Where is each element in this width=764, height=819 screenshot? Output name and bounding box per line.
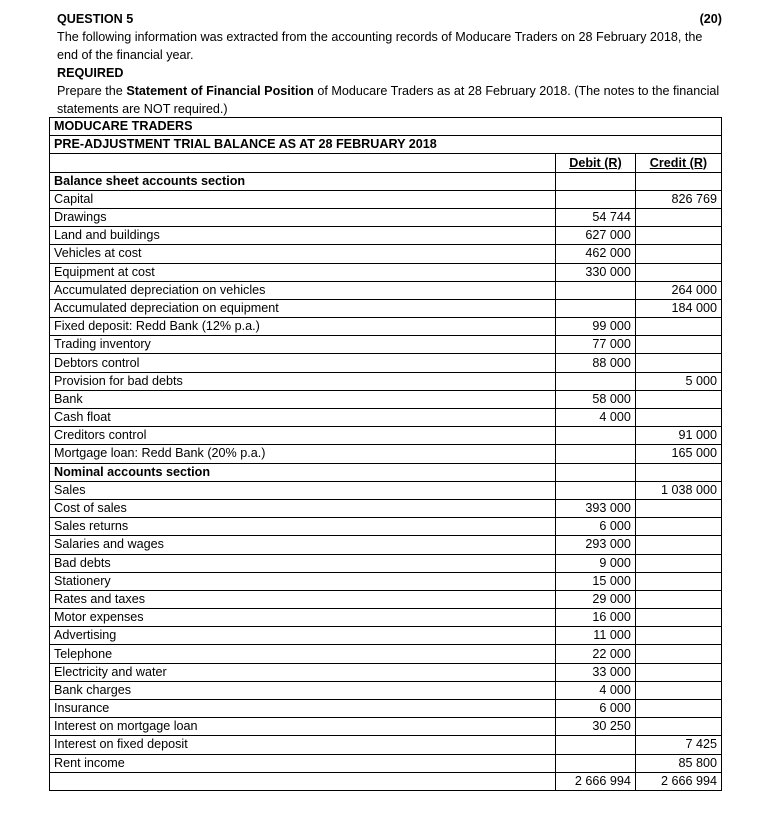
account-name-cell: Advertising: [50, 627, 556, 645]
account-name-cell: Bad debts: [50, 554, 556, 572]
debit-header-label: Debit (R): [569, 155, 622, 170]
instruction-prefix: Prepare the: [57, 84, 127, 98]
account-name-cell: Sales: [50, 481, 556, 499]
debit-cell: [556, 372, 636, 390]
company-name: MODUCARE TRADERS: [50, 118, 722, 136]
debit-cell: 15 000: [556, 572, 636, 590]
account-name-cell: Mortgage loan: Redd Bank (20% p.a.): [50, 445, 556, 463]
debit-cell: 29 000: [556, 590, 636, 608]
debit-cell: 6 000: [556, 518, 636, 536]
credit-cell: 264 000: [635, 281, 721, 299]
credit-cell: [635, 536, 721, 554]
table-row: [50, 427, 722, 445]
table-row: [50, 208, 722, 226]
account-name-cell: Capital: [50, 190, 556, 208]
credit-cell: 826 769: [635, 190, 721, 208]
account-name-cell: Creditors control: [50, 427, 556, 445]
debit-cell: 627 000: [556, 227, 636, 245]
credit-cell: [635, 245, 721, 263]
table-row: [50, 536, 722, 554]
debit-cell: 77 000: [556, 336, 636, 354]
account-name-cell: Interest on mortgage loan: [50, 718, 556, 736]
debit-cell: [556, 481, 636, 499]
table-row: [50, 390, 722, 408]
empty-debit-cell: [556, 463, 636, 481]
debit-cell: [556, 736, 636, 754]
debit-cell: 393 000: [556, 499, 636, 517]
company-row: [50, 118, 722, 136]
section-header-row: [50, 172, 722, 190]
account-name-cell: Cash float: [50, 409, 556, 427]
credit-cell: [635, 499, 721, 517]
debit-cell: 16 000: [556, 609, 636, 627]
question-block: [57, 10, 722, 118]
debit-cell: 4 000: [556, 681, 636, 699]
debit-cell: 293 000: [556, 536, 636, 554]
debit-cell: [556, 445, 636, 463]
credit-cell: [635, 572, 721, 590]
account-name-cell: Rates and taxes: [50, 590, 556, 608]
table-row: [50, 700, 722, 718]
trial-balance-title: PRE-ADJUSTMENT TRIAL BALANCE AS AT 28 FEBRUARY 2018: [50, 136, 722, 154]
account-name-cell: Motor expenses: [50, 609, 556, 627]
account-name-cell: Debtors control: [50, 354, 556, 372]
table-row: [50, 354, 722, 372]
credit-cell: [635, 681, 721, 699]
table-row: [50, 481, 722, 499]
debit-cell: 22 000: [556, 645, 636, 663]
table-row: [50, 627, 722, 645]
empty-debit-cell: [556, 172, 636, 190]
account-name-cell: Trading inventory: [50, 336, 556, 354]
instruction-rest: of Moducare Traders as at 28 February 2018. (The notes to the financial statements are NOT required.): [57, 84, 720, 116]
debit-cell: 99 000: [556, 318, 636, 336]
table-row: [50, 609, 722, 627]
table-row: [50, 518, 722, 536]
credit-cell: 7 425: [635, 736, 721, 754]
account-name-cell: Bank: [50, 390, 556, 408]
debit-cell: [556, 281, 636, 299]
total-credit: 2 666 994: [635, 772, 721, 790]
credit-cell: [635, 409, 721, 427]
debit-cell: 330 000: [556, 263, 636, 281]
question-number: QUESTION 5: [57, 12, 134, 26]
credit-cell: [635, 336, 721, 354]
question-intro: The following information was extracted from the accounting records of Moducare Traders on 28 February 2018, the end of the financial year.: [57, 30, 703, 62]
question-header: [57, 10, 722, 28]
credit-cell: [635, 263, 721, 281]
column-header-row: [50, 154, 722, 172]
account-name-cell: Land and buildings: [50, 227, 556, 245]
table-row: [50, 281, 722, 299]
debit-cell: [556, 754, 636, 772]
credit-cell: [635, 227, 721, 245]
totals-row: [50, 772, 722, 790]
table-row: [50, 190, 722, 208]
title-row: [50, 136, 722, 154]
account-name-cell: Sales returns: [50, 518, 556, 536]
account-name-cell: Rent income: [50, 754, 556, 772]
credit-cell: [635, 663, 721, 681]
debit-cell: [556, 299, 636, 317]
credit-cell: [635, 645, 721, 663]
trial-balance-table: [49, 117, 722, 791]
credit-cell: [635, 518, 721, 536]
credit-cell: 91 000: [635, 427, 721, 445]
account-name-cell: Drawings: [50, 208, 556, 226]
account-name-cell: Telephone: [50, 645, 556, 663]
debit-cell: 11 000: [556, 627, 636, 645]
table-row: [50, 645, 722, 663]
empty-credit-cell: [635, 463, 721, 481]
table-row: [50, 736, 722, 754]
credit-cell: 85 800: [635, 754, 721, 772]
table-row: [50, 681, 722, 699]
debit-column-header: [556, 154, 636, 172]
table-row: [50, 718, 722, 736]
account-name-cell: Electricity and water: [50, 663, 556, 681]
credit-cell: 165 000: [635, 445, 721, 463]
section-header-row: [50, 463, 722, 481]
debit-cell: 6 000: [556, 700, 636, 718]
table-row: [50, 227, 722, 245]
debit-cell: 58 000: [556, 390, 636, 408]
required-heading: REQUIRED: [57, 66, 124, 80]
credit-cell: 5 000: [635, 372, 721, 390]
account-name-cell: Accumulated depreciation on equipment: [50, 299, 556, 317]
table-row: [50, 299, 722, 317]
account-name-cell: Salaries and wages: [50, 536, 556, 554]
credit-cell: [635, 208, 721, 226]
credit-cell: [635, 700, 721, 718]
debit-cell: 9 000: [556, 554, 636, 572]
table-row: [50, 372, 722, 390]
section-title: Balance sheet accounts section: [50, 172, 556, 190]
credit-header-label: Credit (R): [649, 155, 708, 170]
table-row: [50, 263, 722, 281]
credit-cell: 184 000: [635, 299, 721, 317]
debit-cell: 462 000: [556, 245, 636, 263]
credit-cell: 1 038 000: [635, 481, 721, 499]
question-marks: (20): [699, 12, 722, 26]
credit-cell: [635, 609, 721, 627]
credit-cell: [635, 718, 721, 736]
table-row: [50, 499, 722, 517]
table-row: [50, 318, 722, 336]
total-debit: 2 666 994: [556, 772, 636, 790]
empty-credit-cell: [635, 172, 721, 190]
credit-cell: [635, 627, 721, 645]
question-instruction: [57, 82, 722, 118]
table-row: [50, 409, 722, 427]
account-name-cell: Insurance: [50, 700, 556, 718]
debit-cell: 54 744: [556, 208, 636, 226]
account-name-cell: Bank charges: [50, 681, 556, 699]
table-row: [50, 754, 722, 772]
account-name-cell: Interest on fixed deposit: [50, 736, 556, 754]
table-row: [50, 572, 722, 590]
table-row: [50, 336, 722, 354]
credit-column-header: [635, 154, 721, 172]
account-name-cell: Stationery: [50, 572, 556, 590]
credit-cell: [635, 390, 721, 408]
account-name-cell: Cost of sales: [50, 499, 556, 517]
account-name-cell: Provision for bad debts: [50, 372, 556, 390]
credit-cell: [635, 590, 721, 608]
debit-cell: [556, 190, 636, 208]
debit-cell: 30 250: [556, 718, 636, 736]
table-row: [50, 590, 722, 608]
table-row: [50, 245, 722, 263]
table-row: [50, 554, 722, 572]
totals-label-cell: [50, 772, 556, 790]
debit-cell: 33 000: [556, 663, 636, 681]
account-name-cell: Equipment at cost: [50, 263, 556, 281]
instruction-bold: Statement of Financial Position: [126, 84, 314, 98]
section-title: Nominal accounts section: [50, 463, 556, 481]
debit-cell: [556, 427, 636, 445]
account-name-cell: Accumulated depreciation on vehicles: [50, 281, 556, 299]
blank-header-cell: [50, 154, 556, 172]
account-name-cell: Fixed deposit: Redd Bank (12% p.a.): [50, 318, 556, 336]
credit-cell: [635, 554, 721, 572]
credit-cell: [635, 354, 721, 372]
account-name-cell: Vehicles at cost: [50, 245, 556, 263]
debit-cell: 4 000: [556, 409, 636, 427]
credit-cell: [635, 318, 721, 336]
table-row: [50, 663, 722, 681]
table-row: [50, 445, 722, 463]
debit-cell: 88 000: [556, 354, 636, 372]
